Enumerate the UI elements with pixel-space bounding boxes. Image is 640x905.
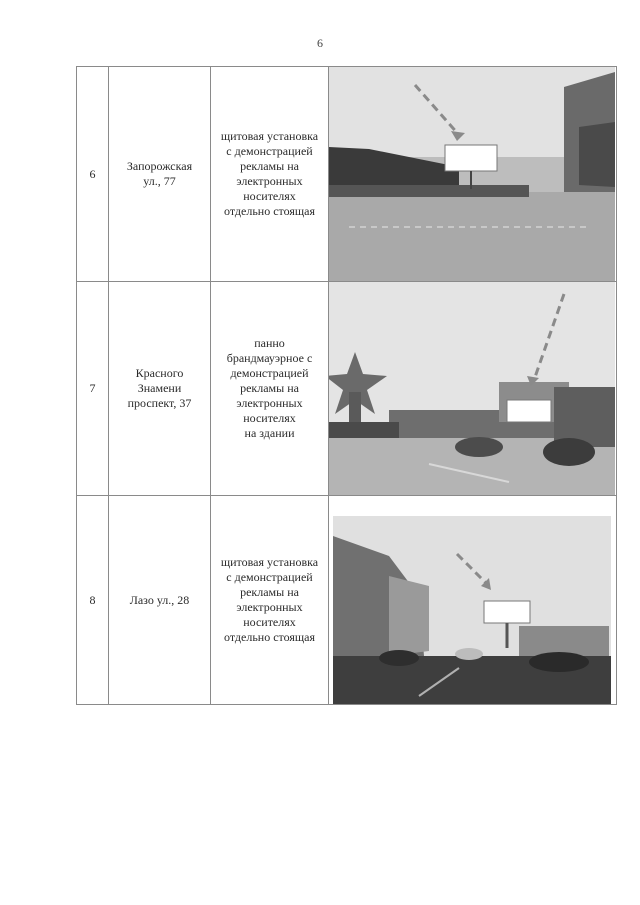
row-number: 6 [89, 166, 96, 181]
structure-type-cell [211, 496, 329, 705]
advertising-locations-table [76, 66, 617, 705]
address-cell [109, 496, 211, 705]
table-row [77, 67, 617, 282]
row-number-cell [77, 67, 109, 282]
page-number: 6 [317, 36, 323, 50]
location-photo [329, 496, 615, 704]
billboard [445, 145, 497, 171]
wall-panel [507, 400, 551, 422]
photo-cell [329, 282, 617, 496]
address-cell [109, 67, 211, 282]
address-cell [109, 282, 211, 496]
structure-type-cell [211, 67, 329, 282]
table-row [77, 282, 617, 496]
table-row [77, 496, 617, 705]
row-number: 7 [89, 381, 96, 395]
address: Красного Знамени проспект, 37 [127, 366, 192, 410]
structure-type: щитовая установка с демонстрацией рекламы на электронных носителях отдельно стоящая [220, 555, 319, 644]
location-photo [329, 282, 615, 495]
location-photo [329, 67, 615, 281]
row-number-cell [77, 496, 109, 705]
photo-cell [329, 496, 617, 705]
structure-type: щитовая установка с демонстрацией рекламы на электронных носителях отдельно стоящая [220, 129, 319, 218]
row-number-cell [77, 282, 109, 496]
billboard [484, 601, 530, 623]
row-number: 8 [89, 592, 96, 607]
address: Запорожская ул., 77 [126, 159, 193, 188]
structure-type: панно брандмауэрное с демонстрацией рекламы на электронных носителях на здании [226, 336, 313, 440]
photo-cell [329, 67, 617, 282]
structure-type-cell [211, 282, 329, 496]
address: Лазо ул., 28 [129, 592, 190, 607]
